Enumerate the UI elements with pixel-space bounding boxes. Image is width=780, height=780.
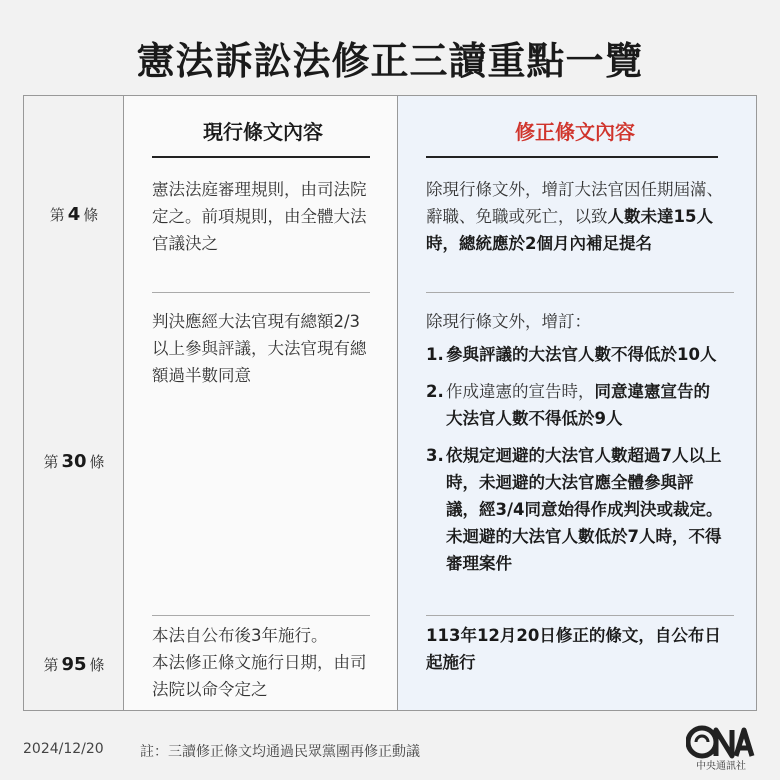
- footnote: 註：三讀修正條文均通過民眾黨團再修正動議: [140, 744, 420, 760]
- logo-caption: 中央通訊社: [696, 761, 746, 772]
- publish-date: 2024/12/20: [23, 741, 104, 757]
- current-header-rule: [152, 156, 370, 158]
- revised-header: 修正條文內容: [515, 120, 635, 144]
- row-divider: [426, 292, 734, 293]
- revised-header-rule: [426, 156, 718, 158]
- comparison-table: [23, 95, 757, 711]
- article-95-current: 本法自公布後3年施行。 本法修正條文施行日期，由司法院以命令定之: [152, 626, 367, 699]
- article-4-label: 第 4 條: [49, 204, 99, 225]
- article-95-revised: 113年12月20日修正的條文，自公布日起施行: [426, 626, 721, 672]
- article-30-current: 判決應經大法官現有總額2/3以上參與評議，大法官現有總額過半數同意: [152, 312, 367, 385]
- row-divider: [426, 615, 734, 616]
- row-divider: [152, 615, 370, 616]
- row-divider: [152, 292, 370, 293]
- article-30-revised: [426, 308, 726, 587]
- article-4-current: 憲法法庭審理規則，由司法院定之。前項規則，由全體大法官議決之: [152, 180, 367, 253]
- article-30-intro: 除現行條文外，增訂：: [426, 312, 591, 331]
- article-30-label: 第 30 條: [43, 451, 105, 472]
- current-header: 現行條文內容: [203, 120, 323, 144]
- list-item: 3. 依規定迴避的大法官人數超過7人以上時，未迴避的大法官應全體參與評議，經3/4同意始得作成判決或裁定。未迴避的大法官人數低於7人時，不得審理案件: [426, 446, 723, 573]
- page-title: 憲法訴訟法修正三讀重點一覽: [136, 39, 644, 83]
- article-4-revised: 除現行條文外，增訂大法官因任期屆滿、辭職、免職或死亡，以致人數未達15人時，總統應於2個月內補足提名: [426, 180, 723, 253]
- list-item: 1. 參與評議的大法官人數不得低於10人: [426, 345, 717, 364]
- article-column: [24, 96, 124, 710]
- article-95-label: 第 95 條: [43, 654, 105, 675]
- list-item: 2. 作成違憲的宣告時，同意違憲宣告的大法官人數不得低於9人: [426, 382, 710, 428]
